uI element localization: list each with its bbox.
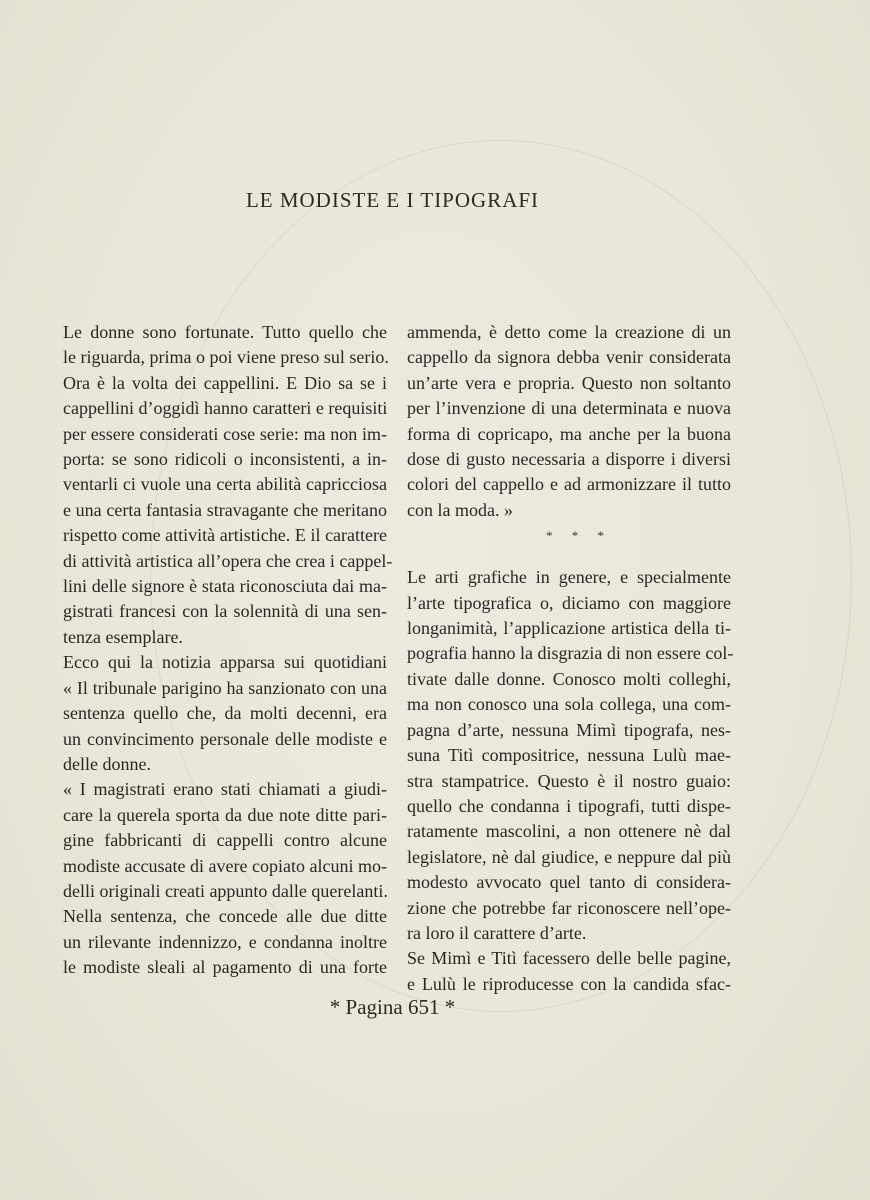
text-line: gistrati francesi con la solennità di una sen-: [63, 601, 387, 622]
text-line: cappellini d’oggidì hanno caratteri e requisiti: [63, 398, 388, 419]
text-line: « I magistrati erano stati chiamati a giudi-: [63, 779, 387, 800]
separator-spacer: [407, 549, 731, 565]
text-line: un’arte vera e propria. Questo non soltanto: [407, 372, 731, 393]
text-line: pagna d’arte, nessuna Mimì tipografa, nes-: [407, 719, 731, 740]
text-line: ratamente mascolini, a non ottenere nè dal: [407, 821, 731, 842]
text-line: pografia hanno la disgrazia di non essere col-: [407, 643, 734, 664]
text-line: stra stampatrice. Questo è il nostro guaio:: [407, 770, 731, 791]
text-line: ammenda, è detto come la creazione di un: [407, 322, 731, 342]
text-line: l’arte tipografica o, diciamo con maggiore: [407, 592, 731, 613]
page-title: LE MODISTE E I TIPOGRAFI: [245, 188, 540, 212]
text-line: care la querela sporta da due note ditte pari-: [63, 804, 387, 825]
text-line: Se Mimì e Titì facessero delle belle pagine,: [407, 948, 731, 969]
text-line: per l’invenzione di una determinata e nuova: [407, 398, 731, 419]
text-line: e Lulù le riproducesse con la candida sfac-: [407, 973, 731, 994]
text-line: modesto avvocato quel tanto di considera-: [407, 872, 731, 893]
section-separator: * * *: [546, 528, 612, 544]
text-line: ra loro il carattere d’arte.: [407, 922, 587, 943]
text-line: rispetto come attività artistiche. E il carattere: [63, 525, 387, 546]
text-line: e una certa fantasia stravagante che meritano: [63, 499, 387, 520]
text-line: gine fabbricanti di cappelli contro alcune: [63, 830, 387, 851]
text-line: le modiste sleali al pagamento di una forte: [63, 957, 387, 978]
text-line: longanimità, l’applicazione artistica della ti-: [407, 618, 731, 639]
text-line: Ora è la volta dei cappellini. E Dio sa se i: [63, 372, 387, 393]
text-line: porta: se sono ridicoli o inconsistenti, a in-: [63, 449, 387, 470]
text-line: Nella sentenza, che concede alle due ditte: [63, 906, 387, 927]
text-line: con la moda. »: [407, 499, 513, 520]
text-line: lini delle signore è stata riconosciuta dai ma-: [63, 576, 387, 597]
text-line: un convincimento personale delle modiste e: [63, 728, 387, 749]
text-line: Ecco qui la notizia apparsa sui quotidiani: [63, 652, 387, 673]
text-line: Le donne sono fortunate. Tutto quello che: [63, 322, 387, 342]
text-line: zione che potrebbe far riconoscere nell’ope-: [407, 897, 731, 918]
text-line: delle donne.: [63, 753, 151, 774]
right-column-part-b: [407, 565, 734, 997]
text-line: sentenza quello che, da molti decenni, era: [63, 703, 387, 724]
text-line: per essere considerati cose serie: ma non im-: [63, 423, 387, 444]
text-line: le riguarda, prima o poi viene preso sul serio.: [63, 347, 389, 368]
text-line: dose di gusto necessaria a disporre i diversi: [407, 449, 731, 470]
text-line: quello che condanna i tipografi, tutti dispe-: [407, 795, 731, 816]
text-line: ventarli ci vuole una certa abilità capricciosa: [63, 474, 387, 495]
text-line: Le arti grafiche in genere, e specialmente: [407, 567, 731, 588]
text-line: ma non conosco una sola collega, una com-: [407, 694, 731, 715]
text-line: forma di copricapo, ma anche per la buona: [407, 423, 731, 444]
text-line: di attività artistica all’opera che crea i cappel-: [63, 550, 393, 571]
right-column: [407, 320, 734, 997]
text-line: suna Titì compositrice, nessuna Lulù mae-: [407, 745, 731, 766]
text-line: colori del cappello e ad armonizzare il tutto: [407, 474, 731, 495]
text-line: modiste accusate di avere copiato alcuni mo-: [63, 855, 387, 876]
text-line: un rilevante indennizzo, e condanna inoltre: [63, 931, 387, 952]
text-line: tenza esemplare.: [63, 626, 183, 647]
left-column: [63, 320, 393, 981]
text-line: tivate dalle donne. Conosco molti colleghi,: [407, 668, 731, 689]
right-column-part-a: [407, 320, 731, 523]
text-line: cappello da signora debba venir considerata: [407, 347, 731, 368]
page-number: * Pagina 651 *: [329, 995, 456, 1019]
text-line: legislatore, nè dal giudice, e neppure dal più: [407, 846, 731, 867]
text-line: « Il tribunale parigino ha sanzionato con una: [63, 677, 387, 698]
text-line: delli originali creati appunto dalle querelanti.: [63, 880, 388, 901]
